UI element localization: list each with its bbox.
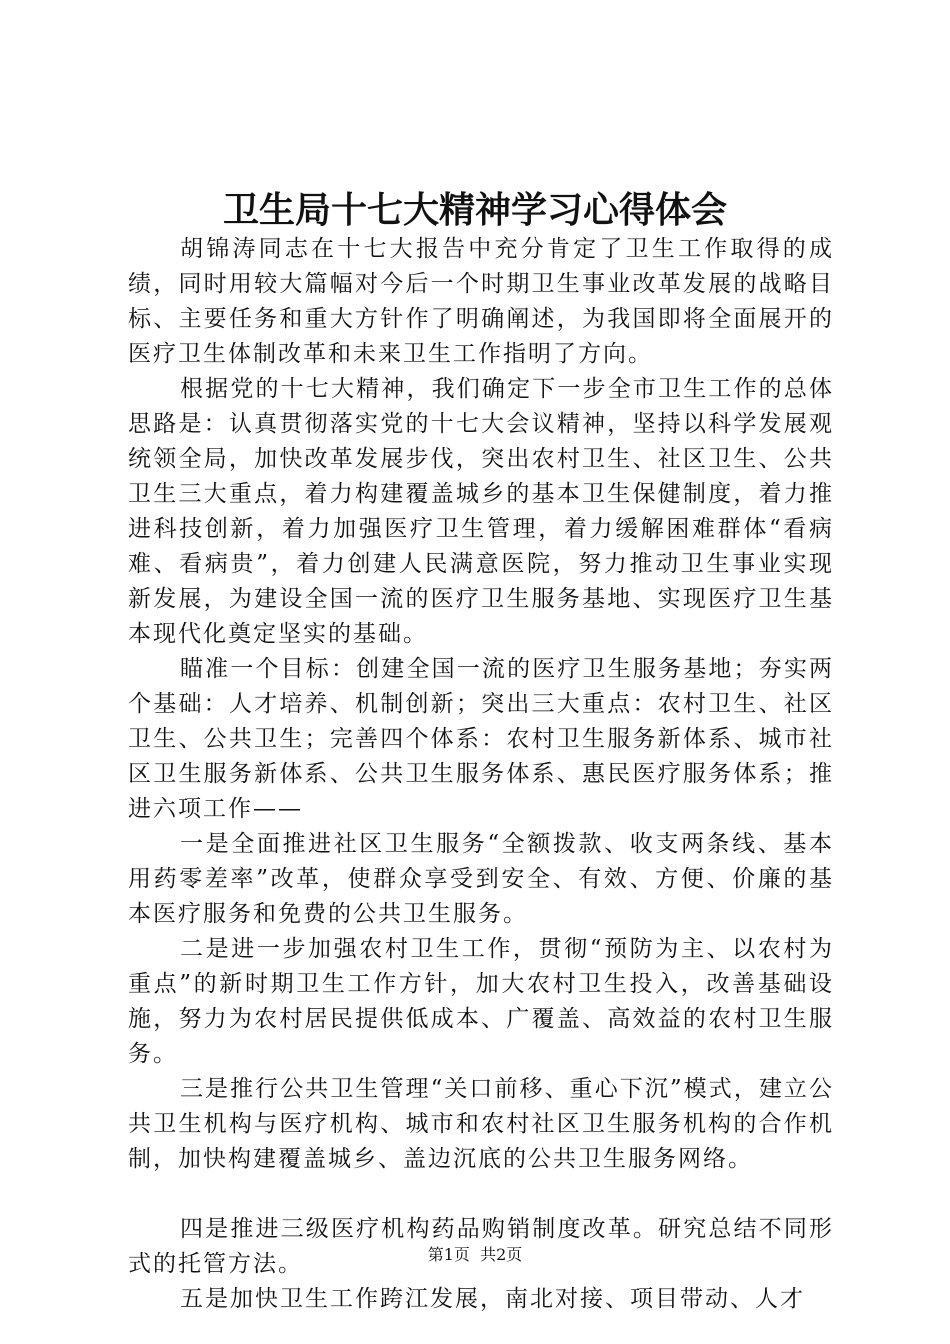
document-title: 卫生局十七大精神学习心得体会 xyxy=(222,189,727,231)
paragraph-1: 胡锦涛同志在十七大报告中充分肯定了卫生工作取得的成绩，同时用较大篇幅对今后一个时期卫生事业改革发展的战略目标、主要任务和重大方针作了明确阐述，为我国即将全面展开的医疗卫生体制改革和未来卫生工作指明了方向。 xyxy=(128,236,834,367)
page-footer xyxy=(0,1244,950,1266)
paragraph-6: 三是推行公共卫生管理“关口前移、重心下沉”模式，建立公共卫生机构与医疗机构、城市和农村社区卫生服务机构的合作机制，加快构建覆盖城乡、盖边沉底的公共卫生服务网络。 xyxy=(128,1076,834,1172)
paragraph-spacer xyxy=(128,1177,834,1212)
document-body xyxy=(128,232,834,1317)
paragraph-8: 五是加快卫生工作跨江发展，南北对接、项目带动、人才 xyxy=(180,1286,805,1312)
page-number: 第1页 共2页 xyxy=(427,1245,523,1264)
paragraph-7: 四是推进三级医疗机构药品购销制度改革。研究总结不同形式的托管方法。 xyxy=(128,1216,834,1277)
paragraph-3: 瞄准一个目标：创建全国一流的医疗卫生服务基地；夯实两个基础：人才培养、机制创新；突出三大重点：农村卫生、社区卫生、公共卫生；完善四个体系：农村卫生服务新体系、城市社区卫生服务新体系、公共卫生服务体系、惠民医疗服务体系；推进六项工作—— xyxy=(128,656,834,822)
paragraph-5: 二是进一步加强农村卫生工作，贯彻“预防为主、以农村为重点”的新时期卫生工作方针，加大农村卫生投入，改善基础设施，努力为农村居民提供低成本、广覆盖、高效益的农村卫生服务。 xyxy=(128,936,834,1067)
paragraph-4: 一是全面推进社区卫生服务“全额拨款、收支两条线、基本用药零差率”改革，使群众享受到安全、有效、方便、价廉的基本医疗服务和免费的公共卫生服务。 xyxy=(128,831,834,927)
paragraph-2: 根据党的十七大精神，我们确定下一步全市卫生工作的总体思路是：认真贯彻落实党的十七大会议精神，坚持以科学发展观统领全局，加快改革发展步伐，突出农村卫生、社区卫生、公共卫生三大重点，着力构建覆盖城乡的基本卫生保健制度，着力推进科技创新，着力加强医疗卫生管理，着力缓解困难群体“看病难、看病贵”，着力创建人民满意医院，努力推动卫生事业实现新发展，为建设全国一流的医疗卫生服务基地、实现医疗卫生基本现代化奠定坚实的基础。 xyxy=(128,376,834,647)
